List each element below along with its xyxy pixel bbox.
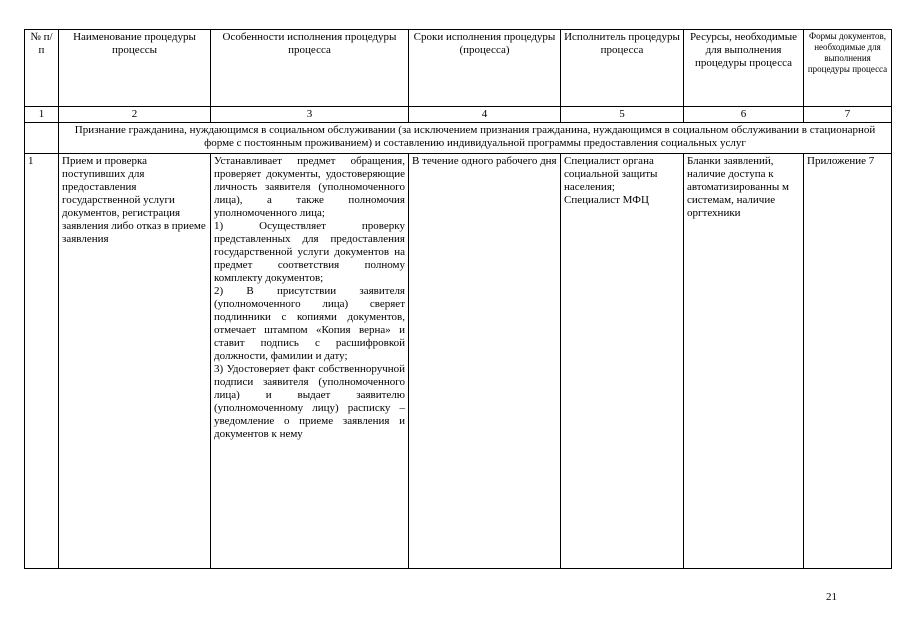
header-cell-deadline: Сроки исполнения процедуры (процесса) [409, 30, 561, 107]
section-empty-cell [25, 123, 59, 154]
procedure-resources: Бланки заявлений, наличие доступа к автоматизированны м системам, наличие оргтехники [684, 154, 804, 569]
procedure-name: Прием и проверка поступивших для предоставления государственной услуги документов, регистрация заявления либо отказ в приеме заявления [59, 154, 211, 569]
column-number: 6 [684, 107, 804, 123]
table-header-row [25, 30, 892, 107]
section-row [25, 123, 892, 154]
procedure-forms: Приложение 7 [804, 154, 892, 569]
procedure-deadline: В течение одного рабочего дня [409, 154, 561, 569]
feature-paragraph: 3) Удостоверяет факт собственноручной подписи заявителя (уполномоченного лица) и выдает заявителю (уполномоченному лицу) расписку – уведомление о приеме заявления и документов к нему [214, 363, 405, 440]
column-number: 1 [25, 107, 59, 123]
page-number: 21 [826, 591, 837, 603]
procedure-executor [561, 154, 684, 569]
feature-paragraph: 2) В присутствии заявителя (уполномоченного лица) сверяет подлинники с копиями документов, отмечает штампом «Копия верна» и ставит подпись с расшифровкой должности, фамилии и дату; [214, 285, 405, 362]
column-number: 2 [59, 107, 211, 123]
executor-line: Специалист органа социальной защиты населения; [564, 155, 658, 193]
feature-paragraph: Устанавливает предмет обращения, проверяет документы, удостоверяющие личность заявителя (уполномоченного лица), а также полномочия уполномоченного лица; [214, 155, 405, 219]
procedure-features [211, 154, 409, 569]
column-number: 7 [804, 107, 892, 123]
feature-paragraph: 1) Осуществляет проверку представленных для предоставления государственной услуги документов на предмет соответствия полному комплекту документов; [214, 220, 405, 284]
header-cell-features: Особенности исполнения процедуры процесса [211, 30, 409, 107]
header-cell-executor: Исполнитель процедуры процесса [561, 30, 684, 107]
table-row [25, 154, 892, 569]
header-cell-name: Наименование процедуры процессы [59, 30, 211, 107]
row-number: 1 [25, 154, 59, 569]
header-cell-resources: Ресурсы, необходимые для выполнения процедуры процесса [684, 30, 804, 107]
column-number: 5 [561, 107, 684, 123]
column-number: 4 [409, 107, 561, 123]
section-title: Признание гражданина, нуждающимся в социальном обслуживании (за исключением признания гражданина, нуждающимся в социальном обслуживании в стационарной форме с постоянным проживанием) и составлению индивидуальной программы предоставления социальных услуг [59, 123, 892, 154]
process-table [24, 29, 892, 569]
header-cell-forms: Формы документов, необходимые для выполнения процедуры процесса [804, 30, 892, 107]
header-cell-number: № п/п [25, 30, 59, 107]
column-number: 3 [211, 107, 409, 123]
executor-line: Специалист МФЦ [564, 194, 649, 206]
column-number-row [25, 107, 892, 123]
